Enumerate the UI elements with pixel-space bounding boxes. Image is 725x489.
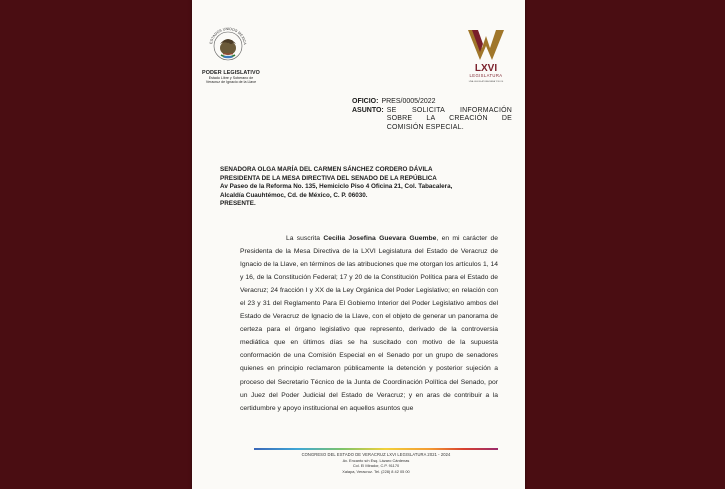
- legislature-block: [196, 70, 266, 85]
- signer-name: Cecilia Josefina Guevara Guembe: [323, 235, 437, 242]
- logo-tagline: UNA LEGISLATURA PARA TODOS: [468, 81, 504, 83]
- logo-text: LXVI: [474, 63, 498, 74]
- asunto-value: SE SOLICITA INFORMACIÓN SOBRE LA CREACIÓN DE COMISIÓN ESPECIAL.: [386, 106, 512, 131]
- addressee-title: PRESIDENTA DE LA MESA DIRECTIVA DEL SENADO DE LA REPÚBLICA: [220, 174, 437, 182]
- letter-body: [240, 232, 498, 415]
- footer: [254, 452, 498, 474]
- addressee-city: Alcaldía Cuauhtémoc, Cd. de México, C. P. 06030.: [220, 191, 368, 199]
- oficio-value: PRES/0005/2022: [381, 98, 436, 105]
- body-paragraph: , en mi carácter de Presidenta de la Mesa Directiva de la LXVI Legislatura del Estado de Veracruz de Ignacio de la Llave, en términos de las atribuciones que me otorgan los artículos 1, 14 y 16, de la Constitución Federal; 17 y 20 de la Constitución Política para el Estado de Veracruz; 24 fracción I y XX de la Ley Orgánica del Poder Legislativo; en relación con el 23 y 31 del Reglamento Para El Gobierno Interior del Poder Legislativo ambos del Estado de Veracruz de Ignacio de la Llave, con el objeto de generar un panorama de certeza para el órgano legislativo que represento, derivado de la controversia mediática que en últimos días se ha suscitado con motivo de la supuesta conformación de una Comisión Especial en el Senado por un grupo de senadores quienes en principio reclamaron públicamente la detención y posterior sujeción a proceso del Secretario Técnico de la Junta de Coordinación Política del Senado, por un Juez del Poder Judicial del Estado de Veracruz; y en aras de contribuir a la certidumbre y apoyo institucional en aquellos asuntos que: [240, 235, 498, 412]
- footer-address-2: Col. El Mirador, C.P. 91170: [352, 463, 400, 469]
- legislature-sub-1: Estado Libre y Soberano de: [208, 76, 254, 80]
- footer-title: CONGRESO DEL ESTADO DE VERACRUZ LXVI LEGISLATURA 2021 - 2024: [301, 452, 451, 457]
- reference-block: [352, 98, 512, 132]
- footer-divider: [254, 448, 498, 450]
- seal-caption: ESTADOS UNIDOS MEXICA: [209, 26, 247, 46]
- legislature-label: PODER LEGISLATIVO: [202, 70, 260, 76]
- addressee-name: SENADORA OLGA MARÍA DEL CARMEN SÁNCHEZ CORDERO DÁVILA: [220, 166, 433, 173]
- mexico-seal-icon: [206, 24, 250, 68]
- document-page: [192, 0, 525, 489]
- lxvi-logo: [462, 26, 510, 86]
- addressee-street: Av Paseo de la Reforma No. 135, Hemiciclo Piso 4 Oficina 21, Col. Tabacalera,: [220, 183, 453, 191]
- footer-address-3: Xalapa, Veracruz. Tel. (228) 8 42 05 00: [342, 468, 410, 474]
- logo-sub: LEGISLATURA: [469, 73, 503, 78]
- footer-address-1: Av. Encanto s/n Esq. Lázaro Cárdenas: [342, 457, 410, 463]
- legislature-sub-2: Veracruz de Ignacio de la Llave: [205, 80, 257, 85]
- oficio-label: OFICIO:: [352, 98, 379, 105]
- asunto-label: ASUNTO:: [352, 106, 384, 114]
- addressee-greeting: PRESENTE.: [220, 200, 256, 208]
- body-intro: La suscrita: [286, 235, 324, 242]
- addressee-block: [220, 166, 520, 209]
